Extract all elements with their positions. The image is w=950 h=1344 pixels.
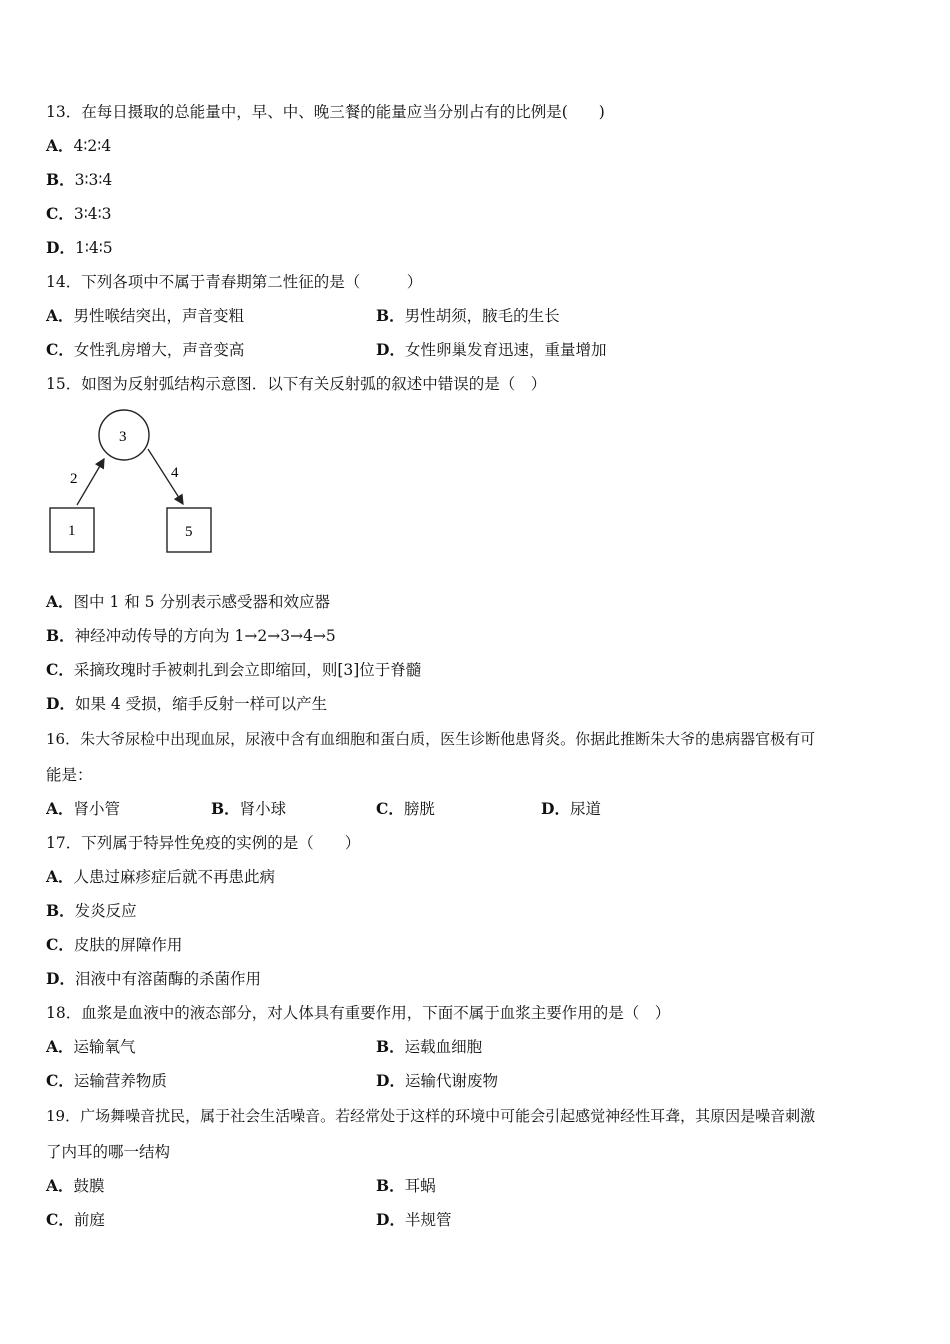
- q16-option-b: B．肾小球: [211, 799, 287, 818]
- q18-option-c: C．运输营养物质: [46, 1071, 167, 1090]
- q13-option-d: D．1∶4∶5: [46, 238, 113, 257]
- q13-option-b: B．3∶3∶4: [46, 170, 113, 189]
- q14-option-c: C．女性乳房增大，声音变高: [46, 340, 245, 359]
- node-1-label: 1: [68, 523, 76, 539]
- q15-stem: 15．如图为反射弧结构示意图．以下有关反射弧的叙述中错误的是（ ）: [46, 375, 547, 393]
- q14-option-a: A．男性喉结突出，声音变粗: [46, 306, 245, 325]
- q14-stem: 14．下列各项中不属于青春期第二性征的是（ ）: [46, 273, 423, 291]
- q19-option-a: A．鼓膜: [46, 1176, 105, 1195]
- q16-option-c: C．膀胱: [376, 799, 435, 818]
- arrow-4-label: 4: [171, 465, 179, 481]
- q15-option-b: B．神经冲动传导的方向为 1→2→3→4→5: [46, 626, 336, 645]
- q18-option-a: A．运输氧气: [46, 1037, 136, 1056]
- q18-option-d: D．运输代谢废物: [376, 1071, 498, 1090]
- q19-stem-line2: 了内耳的哪一结构: [46, 1143, 171, 1161]
- q13-option-a: A．4∶2∶4: [46, 136, 112, 155]
- q13-stem: 13．在每日摄取的总能量中，早、中、晚三餐的能量应当分别占有的比例是( ): [46, 103, 605, 121]
- arrow-2: [77, 459, 104, 505]
- node-3-label: 3: [119, 429, 127, 445]
- arrow-2-label: 2: [70, 471, 78, 487]
- q17-option-a: A．人患过麻疹症后就不再患此病: [46, 867, 276, 886]
- node-5-label: 5: [185, 524, 193, 540]
- q17-stem: 17．下列属于特异性免疫的实例的是（ ）: [46, 834, 361, 852]
- q16-stem-line2: 能是：: [46, 766, 93, 784]
- reflex-arc-diagram: [40, 405, 230, 565]
- q16-stem-line1: 16．朱大爷尿检中出现血尿，尿液中含有血细胞和蛋白质，医生诊断他患肾炎。你据此推断朱大爷的患病器官极有可: [46, 730, 816, 748]
- q16-option-a: A．肾小管: [46, 799, 121, 818]
- q17-option-b: B．发炎反应: [46, 901, 137, 920]
- q19-stem-line1: 19．广场舞噪音扰民，属于社会生活噪音。若经常处于这样的环境中可能会引起感觉神经性耳聋，其原因是噪音刺激: [46, 1107, 816, 1125]
- q19-option-c: C．前庭: [46, 1210, 105, 1229]
- q17-option-c: C．皮肤的屏障作用: [46, 935, 183, 954]
- q19-option-d: D．半规管: [376, 1210, 452, 1229]
- q19-option-b: B．耳蜗: [376, 1176, 436, 1195]
- q14-option-d: D．女性卵巢发育迅速，重量增加: [376, 340, 607, 359]
- q14-option-b: B．男性胡须，腋毛的生长: [376, 306, 560, 325]
- q18-stem: 18．血浆是血液中的液态部分，对人体具有重要作用，下面不属于血浆主要作用的是（ ）: [46, 1004, 671, 1022]
- q17-option-d: D．泪液中有溶菌酶的杀菌作用: [46, 969, 261, 988]
- q15-option-c: C．采摘玫瑰时手被刺扎到会立即缩回，则[3]位于脊髓: [46, 660, 422, 679]
- q13-option-c: C．3∶4∶3: [46, 204, 112, 223]
- q18-option-b: B．运载血细胞: [376, 1037, 483, 1056]
- q15-option-a: A．图中 1 和 5 分别表示感受器和效应器: [46, 592, 330, 611]
- q15-option-d: D．如果 4 受损，缩手反射一样可以产生: [46, 694, 328, 713]
- q16-option-d: D．尿道: [541, 799, 601, 818]
